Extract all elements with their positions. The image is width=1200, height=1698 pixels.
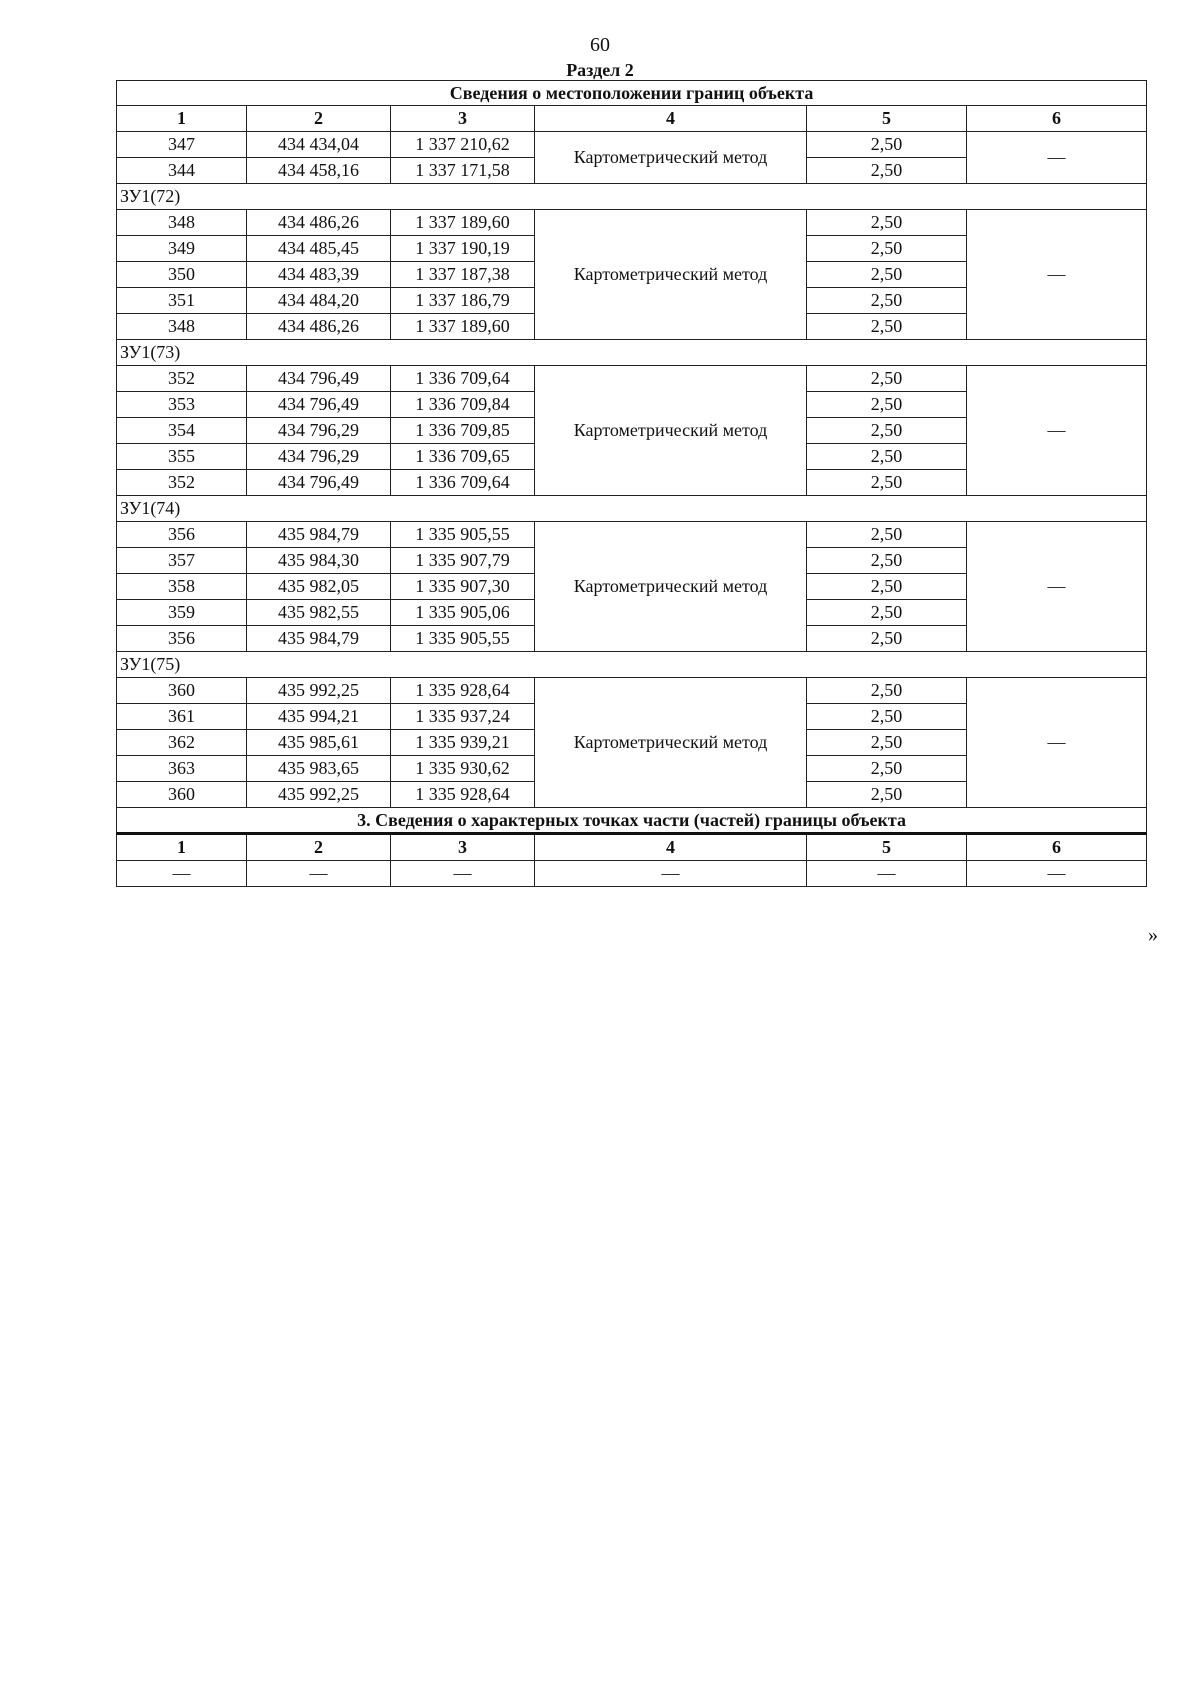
column-header: 4: [535, 834, 807, 861]
empty-cell: —: [391, 861, 535, 887]
x-coordinate-cell: 435 984,30: [247, 548, 391, 574]
group-label-row: [117, 496, 1147, 522]
x-coordinate-cell: 435 992,25: [247, 678, 391, 704]
x-coordinate-cell: 435 982,05: [247, 574, 391, 600]
point-number-cell: 348: [117, 210, 247, 236]
accuracy-cell: 2,50: [807, 236, 967, 262]
column-header: 2: [247, 106, 391, 132]
table-row: [117, 210, 1147, 236]
y-coordinate-cell: 1 335 907,30: [391, 574, 535, 600]
description-cell: —: [967, 210, 1147, 340]
point-number-cell: 350: [117, 262, 247, 288]
method-cell: Картометрический метод: [535, 132, 807, 184]
point-number-cell: 352: [117, 470, 247, 496]
y-coordinate-cell: 1 335 937,24: [391, 704, 535, 730]
boundary-table: [116, 80, 1147, 887]
point-number-cell: 347: [117, 132, 247, 158]
point-number-cell: 361: [117, 704, 247, 730]
accuracy-cell: 2,50: [807, 366, 967, 392]
point-number-cell: 362: [117, 730, 247, 756]
page-number: 60: [590, 34, 610, 56]
x-coordinate-cell: 435 983,65: [247, 756, 391, 782]
y-coordinate-cell: 1 335 907,79: [391, 548, 535, 574]
y-coordinate-cell: 1 335 928,64: [391, 782, 535, 808]
x-coordinate-cell: 434 796,49: [247, 366, 391, 392]
y-coordinate-cell: 1 336 709,85: [391, 418, 535, 444]
table-row: [117, 366, 1147, 392]
x-coordinate-cell: 434 796,29: [247, 418, 391, 444]
method-cell: Картометрический метод: [535, 366, 807, 496]
point-number-cell: 351: [117, 288, 247, 314]
x-coordinate-cell: 434 796,49: [247, 470, 391, 496]
accuracy-cell: 2,50: [807, 314, 967, 340]
column-header: 2: [247, 834, 391, 861]
y-coordinate-cell: 1 335 939,21: [391, 730, 535, 756]
y-coordinate-cell: 1 336 709,64: [391, 366, 535, 392]
point-number-cell: 359: [117, 600, 247, 626]
x-coordinate-cell: 435 982,55: [247, 600, 391, 626]
closing-quote: »: [1148, 924, 1158, 946]
column-header: 1: [117, 834, 247, 861]
x-coordinate-cell: 435 984,79: [247, 522, 391, 548]
table-row: [117, 522, 1147, 548]
y-coordinate-cell: 1 336 709,84: [391, 392, 535, 418]
accuracy-cell: 2,50: [807, 392, 967, 418]
y-coordinate-cell: 1 335 928,64: [391, 678, 535, 704]
method-cell: Картометрический метод: [535, 678, 807, 808]
column-header: 5: [807, 834, 967, 861]
point-number-cell: 348: [117, 314, 247, 340]
table-row: [117, 678, 1147, 704]
accuracy-cell: 2,50: [807, 730, 967, 756]
x-coordinate-cell: 434 458,16: [247, 158, 391, 184]
point-number-cell: 358: [117, 574, 247, 600]
y-coordinate-cell: 1 337 171,58: [391, 158, 535, 184]
accuracy-cell: 2,50: [807, 782, 967, 808]
point-number-cell: 349: [117, 236, 247, 262]
y-coordinate-cell: 1 337 190,19: [391, 236, 535, 262]
accuracy-cell: 2,50: [807, 288, 967, 314]
accuracy-cell: 2,50: [807, 444, 967, 470]
accuracy-cell: 2,50: [807, 574, 967, 600]
accuracy-cell: 2,50: [807, 678, 967, 704]
empty-cell: —: [967, 861, 1147, 887]
group-label: ЗУ1(75): [117, 652, 1147, 678]
table-title: Сведения о местоположении границ объекта: [117, 81, 1147, 106]
column-header: 4: [535, 106, 807, 132]
description-cell: —: [967, 522, 1147, 652]
point-number-cell: 352: [117, 366, 247, 392]
x-coordinate-cell: 434 483,39: [247, 262, 391, 288]
y-coordinate-cell: 1 335 905,55: [391, 626, 535, 652]
accuracy-cell: 2,50: [807, 158, 967, 184]
section-title: Раздел 2: [566, 60, 634, 80]
point-number-cell: 360: [117, 782, 247, 808]
accuracy-cell: 2,50: [807, 132, 967, 158]
empty-cell: —: [117, 861, 247, 887]
part-section-header-row: [117, 834, 1147, 861]
boundary-table-body: [117, 81, 1147, 887]
accuracy-cell: 2,50: [807, 600, 967, 626]
group-label-row: [117, 652, 1147, 678]
accuracy-cell: 2,50: [807, 626, 967, 652]
group-label: ЗУ1(73): [117, 340, 1147, 366]
group-label-row: [117, 340, 1147, 366]
accuracy-cell: 2,50: [807, 756, 967, 782]
point-number-cell: 356: [117, 626, 247, 652]
x-coordinate-cell: 434 486,26: [247, 210, 391, 236]
point-number-cell: 363: [117, 756, 247, 782]
x-coordinate-cell: 435 994,21: [247, 704, 391, 730]
group-label: ЗУ1(72): [117, 184, 1147, 210]
x-coordinate-cell: 434 796,29: [247, 444, 391, 470]
point-number-cell: 357: [117, 548, 247, 574]
description-cell: —: [967, 678, 1147, 808]
column-header: 3: [391, 106, 535, 132]
accuracy-cell: 2,50: [807, 262, 967, 288]
x-coordinate-cell: 434 434,04: [247, 132, 391, 158]
x-coordinate-cell: 435 984,79: [247, 626, 391, 652]
table-title-row: [117, 81, 1147, 106]
group-label-row: [117, 184, 1147, 210]
empty-cell: —: [535, 861, 807, 887]
accuracy-cell: 2,50: [807, 470, 967, 496]
description-cell: —: [967, 132, 1147, 184]
y-coordinate-cell: 1 337 186,79: [391, 288, 535, 314]
column-header-row: [117, 106, 1147, 132]
y-coordinate-cell: 1 335 905,55: [391, 522, 535, 548]
point-number-cell: 355: [117, 444, 247, 470]
method-cell: Картометрический метод: [535, 210, 807, 340]
point-number-cell: 356: [117, 522, 247, 548]
y-coordinate-cell: 1 337 210,62: [391, 132, 535, 158]
part-section-title: 3. Сведения о характерных точках части (частей) границы объекта: [117, 808, 1147, 834]
column-header: 6: [967, 106, 1147, 132]
x-coordinate-cell: 435 992,25: [247, 782, 391, 808]
table-row: [117, 132, 1147, 158]
x-coordinate-cell: 434 484,20: [247, 288, 391, 314]
column-header: 1: [117, 106, 247, 132]
accuracy-cell: 2,50: [807, 210, 967, 236]
column-header: 3: [391, 834, 535, 861]
accuracy-cell: 2,50: [807, 548, 967, 574]
part-section-title-row: [117, 808, 1147, 834]
y-coordinate-cell: 1 337 189,60: [391, 314, 535, 340]
point-number-cell: 353: [117, 392, 247, 418]
x-coordinate-cell: 434 796,49: [247, 392, 391, 418]
group-label: ЗУ1(74): [117, 496, 1147, 522]
x-coordinate-cell: 434 485,45: [247, 236, 391, 262]
x-coordinate-cell: 434 486,26: [247, 314, 391, 340]
accuracy-cell: 2,50: [807, 704, 967, 730]
column-header: 6: [967, 834, 1147, 861]
x-coordinate-cell: 435 985,61: [247, 730, 391, 756]
y-coordinate-cell: 1 336 709,65: [391, 444, 535, 470]
accuracy-cell: 2,50: [807, 418, 967, 444]
point-number-cell: 360: [117, 678, 247, 704]
empty-cell: —: [807, 861, 967, 887]
point-number-cell: 354: [117, 418, 247, 444]
y-coordinate-cell: 1 335 930,62: [391, 756, 535, 782]
description-cell: —: [967, 366, 1147, 496]
y-coordinate-cell: 1 337 187,38: [391, 262, 535, 288]
empty-cell: —: [247, 861, 391, 887]
y-coordinate-cell: 1 335 905,06: [391, 600, 535, 626]
y-coordinate-cell: 1 336 709,64: [391, 470, 535, 496]
y-coordinate-cell: 1 337 189,60: [391, 210, 535, 236]
point-number-cell: 344: [117, 158, 247, 184]
part-section-empty-row: [117, 861, 1147, 887]
method-cell: Картометрический метод: [535, 522, 807, 652]
column-header: 5: [807, 106, 967, 132]
accuracy-cell: 2,50: [807, 522, 967, 548]
